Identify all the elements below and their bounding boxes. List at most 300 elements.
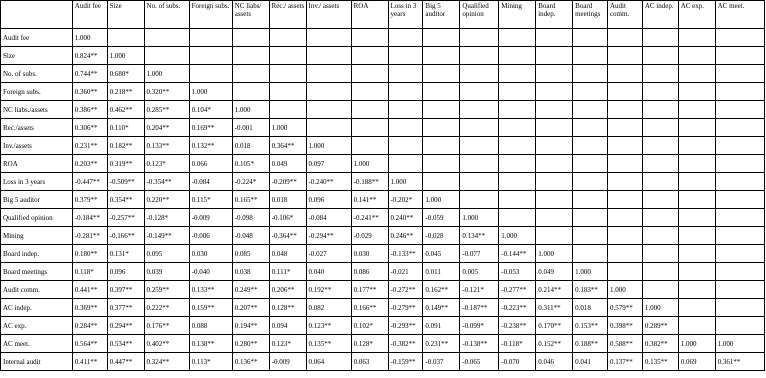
correlation-cell: 0.041 [573, 353, 608, 371]
correlation-cell [536, 209, 573, 227]
correlation-cell: 0.030 [351, 245, 388, 263]
correlation-cell: 0.133** [189, 281, 232, 299]
correlation-cell: 0.222** [144, 299, 189, 317]
correlation-cell [388, 137, 423, 155]
correlation-cell: -0.238** [499, 317, 536, 335]
correlation-cell: -0.098 [232, 209, 269, 227]
correlation-cell: 0.104* [189, 101, 232, 119]
correlation-cell: 1.000 [642, 299, 678, 317]
correlation-cell [269, 29, 306, 47]
row-label: AC indep. [1, 299, 73, 317]
correlation-cell: 0.249** [232, 281, 269, 299]
correlation-cell [573, 173, 608, 191]
correlation-cell [460, 83, 499, 101]
correlation-cell [423, 119, 460, 137]
correlation-cell: 0.095 [144, 245, 189, 263]
correlation-cell [460, 119, 499, 137]
correlation-cell: 0.135** [642, 353, 678, 371]
correlation-cell: -0.048 [232, 227, 269, 245]
correlation-cell [607, 227, 642, 245]
column-header: Loss in 3 years [388, 1, 423, 29]
correlation-cell [642, 191, 678, 209]
correlation-cell [715, 281, 764, 299]
row-label: Board meetings [1, 263, 73, 281]
table-row [1, 263, 765, 281]
correlation-cell: -0.009 [189, 209, 232, 227]
correlation-cell: 0.311** [536, 299, 573, 317]
correlation-cell [499, 101, 536, 119]
correlation-cell: 1.000 [607, 281, 642, 299]
correlation-cell [607, 173, 642, 191]
correlation-cell [607, 119, 642, 137]
correlation-cell [306, 29, 351, 47]
correlation-cell [607, 191, 642, 209]
correlation-cell: 0.094 [269, 317, 306, 335]
correlation-cell: 0.306** [72, 119, 107, 137]
column-header: Board indep. [536, 1, 573, 29]
correlation-cell [460, 101, 499, 119]
column-header: Foreign subs. [189, 1, 232, 29]
correlation-cell [423, 173, 460, 191]
correlation-cell: 0.045 [423, 245, 460, 263]
correlation-cell: 0.018 [573, 299, 608, 317]
correlation-cell: -0.277** [499, 281, 536, 299]
correlation-cell [573, 119, 608, 137]
correlation-cell: 0.188** [573, 335, 608, 353]
row-label: AC meet. [1, 335, 73, 353]
correlation-cell [189, 65, 232, 83]
correlation-cell [189, 47, 232, 65]
correlation-cell [351, 65, 388, 83]
correlation-cell: 0.744** [72, 65, 107, 83]
correlation-cell [715, 47, 764, 65]
correlation-cell: 0.231** [72, 137, 107, 155]
correlation-cell: 0.534** [107, 335, 144, 353]
correlation-cell: 0.207** [232, 299, 269, 317]
correlation-cell [269, 65, 306, 83]
correlation-cell [423, 47, 460, 65]
correlation-cell [499, 155, 536, 173]
correlation-cell: -0.187** [460, 299, 499, 317]
correlation-cell [678, 83, 715, 101]
correlation-cell [715, 209, 764, 227]
correlation-cell: 0.097 [306, 155, 351, 173]
correlation-cell: -0.029 [351, 227, 388, 245]
correlation-cell: 0.284** [72, 317, 107, 335]
correlation-cell [388, 65, 423, 83]
column-header: Rec./ assets [269, 1, 306, 29]
correlation-cell: 0.320** [144, 83, 189, 101]
correlation-cell [715, 191, 764, 209]
row-label: Qualified opinion [1, 209, 73, 227]
correlation-cell [573, 137, 608, 155]
correlation-cell: -0.159** [388, 353, 423, 371]
correlation-cell [536, 173, 573, 191]
correlation-cell: 0.030 [189, 245, 232, 263]
correlation-cell [678, 191, 715, 209]
correlation-cell [678, 281, 715, 299]
correlation-cell: 1.000 [306, 137, 351, 155]
correlation-cell: 0.441** [72, 281, 107, 299]
column-header: Audit comm. [607, 1, 642, 29]
correlation-cell: 0.159** [189, 299, 232, 317]
correlation-cell: -0.188** [351, 173, 388, 191]
correlation-cell: 0.165** [232, 191, 269, 209]
correlation-cell [388, 47, 423, 65]
correlation-cell: 0.135** [306, 335, 351, 353]
correlation-cell [678, 209, 715, 227]
row-label: No. of subs. [1, 65, 73, 83]
correlation-cell: -0.028 [423, 227, 460, 245]
correlation-cell [306, 101, 351, 119]
correlation-cell [536, 119, 573, 137]
column-header: Audit fee [72, 1, 107, 29]
correlation-cell: 1.000 [388, 173, 423, 191]
correlation-cell [678, 47, 715, 65]
correlation-cell [536, 227, 573, 245]
correlation-cell [306, 119, 351, 137]
correlation-cell: 0.049 [269, 155, 306, 173]
correlation-cell: 0.082 [306, 299, 351, 317]
row-label: Loss in 3 years [1, 173, 73, 191]
table-row [1, 29, 765, 47]
correlation-cell: -0.241** [351, 209, 388, 227]
correlation-cell: 0.133** [144, 137, 189, 155]
correlation-cell: 1.000 [144, 65, 189, 83]
correlation-cell [423, 155, 460, 173]
correlation-cell: 0.096 [306, 191, 351, 209]
correlation-cell [642, 173, 678, 191]
correlation-cell: -0.354** [144, 173, 189, 191]
correlation-cell [536, 47, 573, 65]
correlation-cell [573, 191, 608, 209]
column-header: Size [107, 1, 144, 29]
row-label: Size [1, 47, 73, 65]
correlation-cell: 0.086 [351, 263, 388, 281]
correlation-cell [499, 47, 536, 65]
correlation-cell [642, 137, 678, 155]
correlation-cell [715, 119, 764, 137]
correlation-cell: -0.027 [306, 245, 351, 263]
correlation-cell: 0.131* [107, 245, 144, 263]
correlation-cell [269, 101, 306, 119]
correlation-cell: 0.011 [423, 263, 460, 281]
row-label: Board indep. [1, 245, 73, 263]
correlation-cell: 0.088 [189, 317, 232, 335]
correlation-cell [607, 245, 642, 263]
correlation-cell [232, 47, 269, 65]
correlation-cell [715, 83, 764, 101]
correlation-cell [460, 29, 499, 47]
table-row [1, 155, 765, 173]
correlation-cell [607, 209, 642, 227]
correlation-cell: 0.402** [144, 335, 189, 353]
correlation-cell: 1.000 [423, 191, 460, 209]
correlation-cell [351, 29, 388, 47]
table-row [1, 101, 765, 119]
correlation-cell [536, 155, 573, 173]
correlation-cell [642, 281, 678, 299]
correlation-cell [351, 83, 388, 101]
correlation-cell: 0.118* [72, 263, 107, 281]
correlation-cell: 0.110* [107, 119, 144, 137]
correlation-cell: 0.063 [351, 353, 388, 371]
correlation-cell [351, 119, 388, 137]
correlation-cell: 0.113* [189, 353, 232, 371]
correlation-cell: 0.285** [144, 101, 189, 119]
correlation-cell: 0.085 [232, 245, 269, 263]
correlation-cell: 0.137** [607, 353, 642, 371]
correlation-cell: -0.009 [269, 353, 306, 371]
row-label: NC liabs./assets [1, 101, 73, 119]
correlation-cell: 0.128* [351, 335, 388, 353]
correlation-cell [642, 47, 678, 65]
row-label: Rec./assets [1, 119, 73, 137]
correlation-cell [642, 101, 678, 119]
correlation-cell: -0.223** [499, 299, 536, 317]
correlation-cell [678, 65, 715, 83]
correlation-cell: -0.118* [499, 335, 536, 353]
table-row [1, 209, 765, 227]
correlation-cell: 0.102* [351, 317, 388, 335]
correlation-cell [423, 83, 460, 101]
correlation-cell [536, 137, 573, 155]
correlation-cell [388, 83, 423, 101]
correlation-cell: 0.170** [536, 317, 573, 335]
correlation-cell [573, 65, 608, 83]
correlation-cell: 0.579** [607, 299, 642, 317]
correlation-cell [678, 155, 715, 173]
correlation-cell: 1.000 [499, 227, 536, 245]
row-label: Foreign subs. [1, 83, 73, 101]
correlation-cell: 0.194** [232, 317, 269, 335]
correlation-cell [607, 137, 642, 155]
correlation-cell: 0.064 [306, 353, 351, 371]
table-row [1, 353, 765, 371]
column-header: ROA [351, 1, 388, 29]
correlation-cell [388, 119, 423, 137]
correlation-cell [388, 155, 423, 173]
correlation-cell: 0.220** [144, 191, 189, 209]
correlation-cell: 0.379** [72, 191, 107, 209]
correlation-cell [499, 65, 536, 83]
correlation-cell [232, 29, 269, 47]
correlation-cell [642, 65, 678, 83]
table-row [1, 65, 765, 83]
correlation-cell: 1.000 [678, 335, 715, 353]
correlation-cell: 0.259** [144, 281, 189, 299]
correlation-cell [460, 173, 499, 191]
correlation-cell: -0.184** [72, 209, 107, 227]
table-row [1, 83, 765, 101]
correlation-cell [269, 47, 306, 65]
correlation-cell: 0.141** [351, 191, 388, 209]
correlation-cell: -0.006 [189, 227, 232, 245]
correlation-cell: 0.280** [232, 335, 269, 353]
correlation-cell [573, 47, 608, 65]
correlation-cell [573, 245, 608, 263]
correlation-cell [678, 227, 715, 245]
correlation-cell: 1.000 [715, 335, 764, 353]
correlation-cell: 0.149** [423, 299, 460, 317]
correlation-cell [573, 83, 608, 101]
correlation-cell: 0.824** [72, 47, 107, 65]
correlation-cell: 1.000 [351, 155, 388, 173]
correlation-cell [642, 119, 678, 137]
correlation-cell: 0.166** [351, 299, 388, 317]
correlation-cell [423, 65, 460, 83]
correlation-cell [715, 263, 764, 281]
correlation-cell [573, 29, 608, 47]
correlation-cell [678, 173, 715, 191]
table-row [1, 245, 765, 263]
correlation-cell: 0.369** [72, 299, 107, 317]
correlation-cell: 1.000 [536, 245, 573, 263]
correlation-cell: 0.128** [269, 299, 306, 317]
correlation-cell [715, 101, 764, 119]
correlation-cell: 1.000 [460, 209, 499, 227]
correlation-cell [607, 101, 642, 119]
correlation-cell [351, 101, 388, 119]
correlation-cell: -0.281** [72, 227, 107, 245]
correlation-cell: -0.202* [388, 191, 423, 209]
correlation-cell [573, 155, 608, 173]
row-label: Audit fee [1, 29, 73, 47]
correlation-cell [715, 299, 764, 317]
correlation-cell [460, 155, 499, 173]
correlation-cell [607, 155, 642, 173]
correlation-cell: -0.121* [460, 281, 499, 299]
correlation-cell [499, 173, 536, 191]
correlation-cell [388, 29, 423, 47]
correlation-cell: 0.204** [144, 119, 189, 137]
correlation-cell: -0.040 [189, 263, 232, 281]
correlation-cell [642, 155, 678, 173]
correlation-cell [642, 83, 678, 101]
correlation-cell: -0.106* [269, 209, 306, 227]
correlation-cell [189, 29, 232, 47]
correlation-cell: 0.111* [269, 263, 306, 281]
correlation-cell [678, 29, 715, 47]
correlation-cell: -0.240** [306, 173, 351, 191]
correlation-cell: 0.153** [573, 317, 608, 335]
correlation-cell: -0.065 [460, 353, 499, 371]
correlation-cell: 0.397** [107, 281, 144, 299]
correlation-cell [388, 101, 423, 119]
correlation-cell [573, 101, 608, 119]
correlation-cell: -0.128* [144, 209, 189, 227]
correlation-cell: 0.183** [573, 281, 608, 299]
correlation-cell [460, 191, 499, 209]
correlation-cell: 0.162** [423, 281, 460, 299]
correlation-cell: -0.138** [460, 335, 499, 353]
correlation-cell: -0.077 [460, 245, 499, 263]
table-row [1, 335, 765, 353]
correlation-cell [306, 83, 351, 101]
correlation-cell [499, 191, 536, 209]
correlation-cell: 0.324** [144, 353, 189, 371]
correlation-cell: 0.218** [107, 83, 144, 101]
correlation-cell: -0.166** [107, 227, 144, 245]
correlation-cell: -0.070 [499, 353, 536, 371]
correlation-cell [499, 119, 536, 137]
correlation-cell: 0.096 [107, 263, 144, 281]
correlation-cell: 1.000 [107, 47, 144, 65]
row-label: Internal audit [1, 353, 73, 371]
column-header: AC exp. [678, 1, 715, 29]
column-header: Qualified opinion [460, 1, 499, 29]
correlation-cell [642, 209, 678, 227]
correlation-cell: 0.382** [642, 335, 678, 353]
correlation-cell [607, 29, 642, 47]
correlation-cell: 0.398** [607, 317, 642, 335]
correlation-cell: -0.272** [388, 281, 423, 299]
table-row [1, 317, 765, 335]
correlation-cell: 0.182** [107, 137, 144, 155]
column-header: No. of subs. [144, 1, 189, 29]
correlation-cell: 0.048 [269, 245, 306, 263]
correlation-cell: 0.180** [72, 245, 107, 263]
correlation-cell [715, 29, 764, 47]
correlation-cell [715, 173, 764, 191]
correlation-cell: -0.257** [107, 209, 144, 227]
correlation-cell: 0.152** [536, 335, 573, 353]
row-label: Inv./assets [1, 137, 73, 155]
correlation-cell: 0.132** [189, 137, 232, 155]
correlation-cell [536, 65, 573, 83]
correlation-cell [536, 191, 573, 209]
correlation-cell: 0.176** [144, 317, 189, 335]
correlation-cell: -0.293** [388, 317, 423, 335]
correlation-cell: 0.123* [269, 335, 306, 353]
correlation-cell [642, 227, 678, 245]
column-header: AC meet. [715, 1, 764, 29]
column-header: AC indep. [642, 1, 678, 29]
correlation-cell [232, 83, 269, 101]
correlation-cell: -0.053 [499, 263, 536, 281]
correlation-cell [715, 317, 764, 335]
correlation-cell: 1.000 [573, 263, 608, 281]
correlation-cell: 0.123* [144, 155, 189, 173]
correlation-cell [536, 83, 573, 101]
column-header: Big 5 auditor [423, 1, 460, 29]
correlation-cell [306, 65, 351, 83]
correlation-cell [607, 263, 642, 281]
correlation-cell [499, 83, 536, 101]
correlation-cell: 0.411** [72, 353, 107, 371]
column-header: Board meetings [573, 1, 608, 29]
correlation-cell: 1.000 [189, 83, 232, 101]
correlation-cell [573, 209, 608, 227]
correlation-cell: 1.000 [232, 101, 269, 119]
correlation-cell [460, 137, 499, 155]
correlation-cell [678, 119, 715, 137]
correlation-cell [232, 65, 269, 83]
correlation-cell [715, 65, 764, 83]
correlation-cell: -0.149** [144, 227, 189, 245]
correlation-cell: -0.224* [232, 173, 269, 191]
correlation-cell [678, 137, 715, 155]
correlation-cell: 0.138** [189, 335, 232, 353]
correlation-cell: 1.000 [269, 119, 306, 137]
correlation-cell: -0.209** [269, 173, 306, 191]
correlation-cell [607, 47, 642, 65]
correlation-cell: -0.279** [388, 299, 423, 317]
correlation-cell: -0.133** [388, 245, 423, 263]
correlation-cell [715, 227, 764, 245]
correlation-cell: -0.447** [72, 173, 107, 191]
correlation-cell: 0.066 [189, 155, 232, 173]
